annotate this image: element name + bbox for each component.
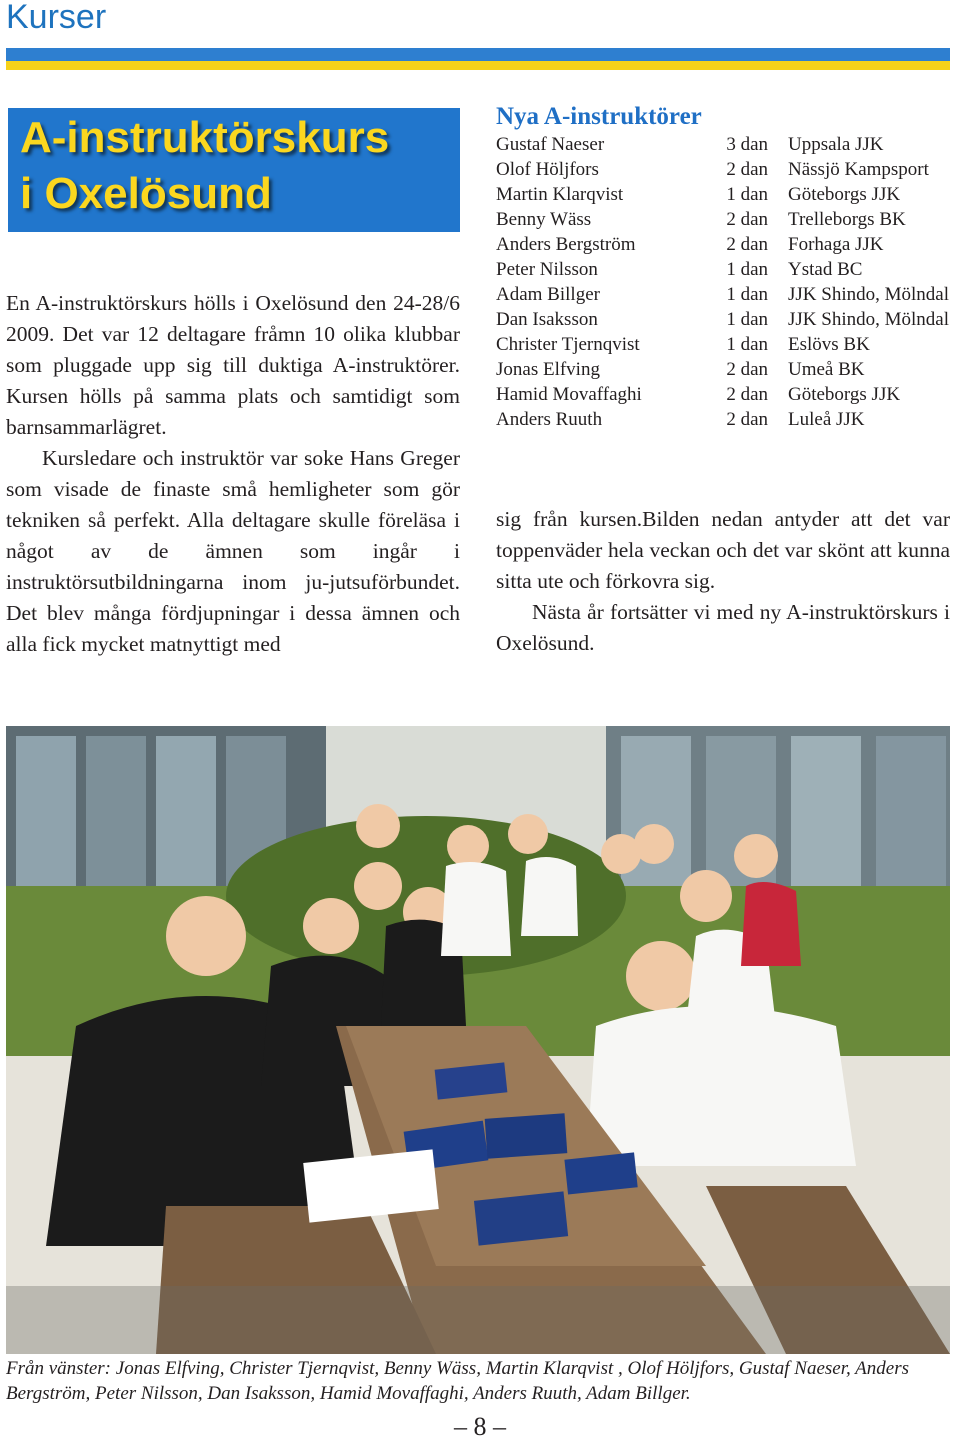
header-band-blue: [6, 48, 950, 61]
left-column-text: [6, 288, 460, 660]
roster-club: Umeå BK: [788, 359, 865, 380]
roster-row: [496, 207, 956, 232]
roster-row: [496, 182, 956, 207]
roster-name: Anders Ruuth: [496, 409, 603, 430]
right-paragraph-1: sig från kursen.Bilden nedan antyder att det var toppenväder hela veckan och det var skönt att kunna sitta ute och förkovra sig.: [496, 507, 950, 593]
roster-grade: 2 dan: [726, 409, 768, 430]
roster-body: [496, 132, 956, 432]
roster-name: Benny Wäss: [496, 209, 592, 230]
roster-row: [496, 257, 956, 282]
roster-club: JJK Shindo, Mölndal: [788, 284, 949, 305]
roster-club: Göteborgs JJK: [788, 384, 901, 405]
section-label: Kurser: [6, 0, 107, 36]
article-title-line-1: A-instruktörskurs: [20, 113, 390, 162]
right-column-text: [496, 504, 950, 659]
roster-grade: 2 dan: [726, 159, 768, 180]
roster-row: [496, 132, 956, 157]
roster-row: [496, 357, 956, 382]
roster-heading: Nya A-instruktörer: [496, 103, 702, 130]
roster-club: Luleå JJK: [788, 409, 865, 430]
roster-name: Anders Bergström: [496, 234, 636, 255]
roster-name: Olof Höljfors: [496, 159, 599, 180]
roster-grade: 2 dan: [726, 234, 768, 255]
article-title-box: [8, 108, 460, 232]
roster-club: Trelleborgs BK: [788, 209, 906, 230]
roster-row: [496, 332, 956, 357]
roster-row: [496, 307, 956, 332]
right-paragraph-2: Nästa år fortsätter vi med ny A-instruktörskurs i Oxelösund.: [496, 600, 950, 655]
roster-name: Christer Tjernqvist: [496, 334, 640, 355]
left-paragraph-2: Kursledare och instruktör var soke Hans Greger som visade de finaste små hemligheter som gör tekniken så perfekt. Alla deltagare skulle föreläsa i något av de ämnen som ingår i instruktörsutbildningarna inom ju-jutsuförbundet. Det blev många fördjupningar i dessa ämnen och alla fick mycket matnyttigt med: [6, 446, 460, 656]
roster-grade: 1 dan: [726, 259, 768, 280]
group-photo-illustration: [6, 726, 950, 1354]
roster-grade: 1 dan: [726, 309, 768, 330]
roster-row: [496, 157, 956, 182]
page-number: – 8 –: [454, 1412, 506, 1441]
roster-row: [496, 232, 956, 257]
roster-name: Martin Klarqvist: [496, 184, 624, 205]
instructor-roster-table: [496, 132, 956, 432]
roster-name: Dan Isaksson: [496, 309, 598, 330]
photo-caption: Från vänster: Jonas Elfving, Christer Tjernqvist, Benny Wäss, Martin Klarqvist , Olof Höljfors, Gustaf Naeser, Anders Bergström, Peter Nilsson, Dan Isaksson, Hamid Movaffaghi, Anders Ruuth, Adam Billger.: [6, 1358, 910, 1404]
roster-row: [496, 282, 956, 307]
roster-club: Uppsala JJK: [788, 134, 884, 155]
roster-club: Ystad BC: [788, 259, 863, 280]
roster-grade: 3 dan: [726, 134, 768, 155]
header-band-yellow: [6, 61, 950, 70]
roster-grade: 1 dan: [726, 184, 768, 205]
roster-club: Nässjö Kampsport: [788, 159, 929, 180]
roster-club: Göteborgs JJK: [788, 184, 901, 205]
roster-name: Gustaf Naeser: [496, 134, 605, 155]
roster-name: Hamid Movaffaghi: [496, 384, 642, 405]
roster-club: JJK Shindo, Mölndal: [788, 309, 949, 330]
article-title-line-2: i Oxelösund: [20, 169, 272, 218]
roster-name: Peter Nilsson: [496, 259, 598, 280]
left-paragraph-1: En A-instruktörskurs hölls i Oxelösund den 24-28/6 2009. Det var 12 deltagare fråmn 10 olika klubbar som pluggade upp sig till duktiga A-instruktörer. Kursen hölls på samma plats och samtidigt som barnsammarlägret.: [6, 291, 460, 439]
roster-grade: 2 dan: [726, 384, 768, 405]
group-photo: [6, 726, 950, 1354]
roster-grade: 1 dan: [726, 334, 768, 355]
roster-grade: 2 dan: [726, 209, 768, 230]
roster-club: Forhaga JJK: [788, 234, 884, 255]
roster-row: [496, 407, 956, 432]
roster-name: Jonas Elfving: [496, 359, 600, 380]
roster-grade: 2 dan: [726, 359, 768, 380]
roster-club: Eslövs BK: [788, 334, 870, 355]
roster-row: [496, 382, 956, 407]
roster-name: Adam Billger: [496, 284, 600, 305]
roster-grade: 1 dan: [726, 284, 768, 305]
